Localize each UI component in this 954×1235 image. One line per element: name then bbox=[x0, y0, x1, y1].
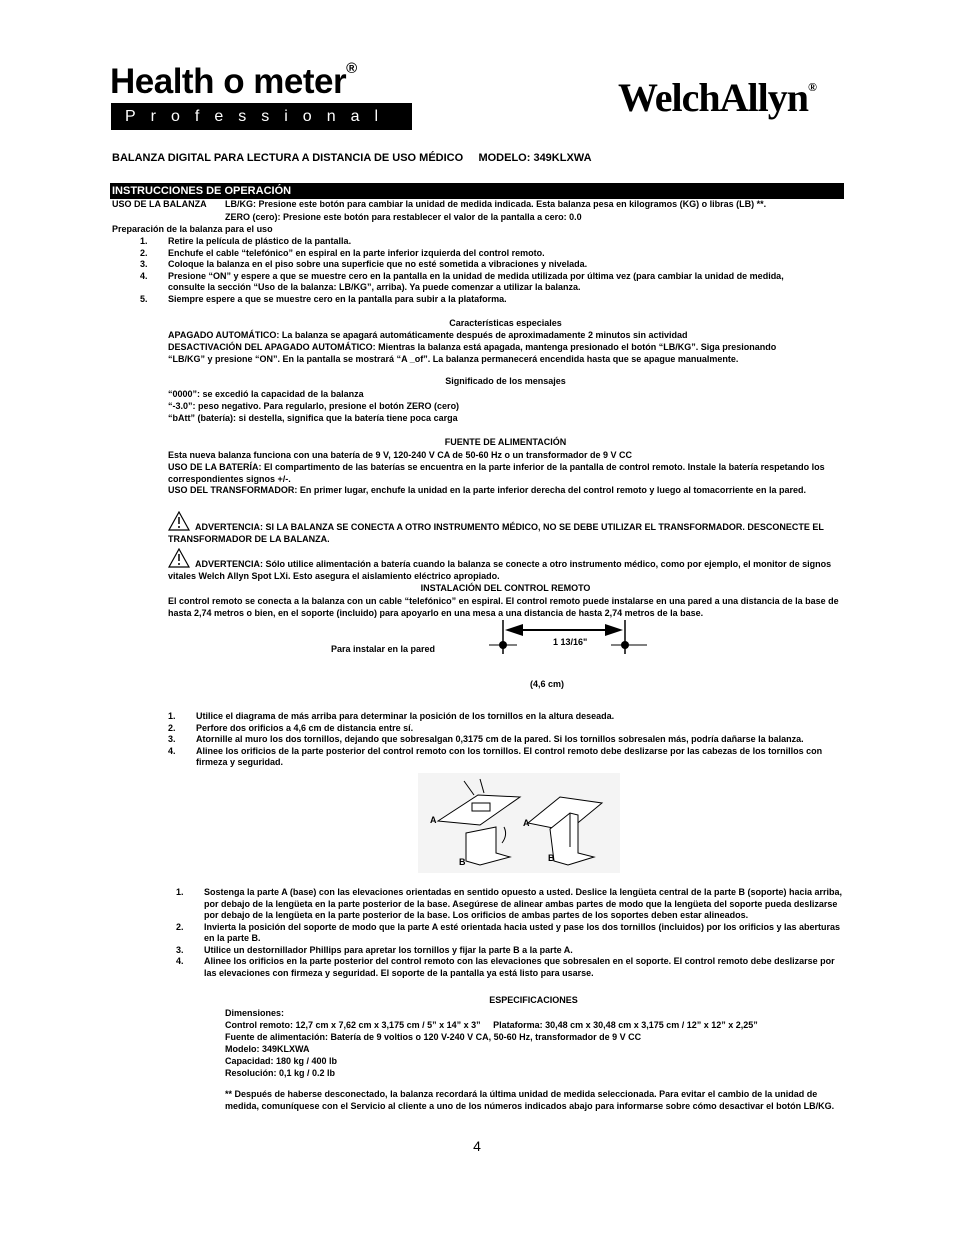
especiales-l1: APAGADO AUTOMÁTICO: La balanza se apagará automáticamente después de aproximadamente 2 minutos sin actividad bbox=[168, 330, 688, 340]
wall-label: Para instalar en la pared bbox=[331, 644, 436, 654]
dimension-cm: (4,6 cm) bbox=[530, 679, 565, 689]
mensajes-l3: “bAtt” (batería): si destella, significa que la batería tiene poca carga bbox=[168, 413, 458, 423]
prep-title: Preparación de la balanza para el uso bbox=[112, 224, 273, 234]
part-b-label: B bbox=[548, 853, 555, 863]
registered-mark: ® bbox=[808, 80, 816, 94]
especiales-title: Características especiales bbox=[449, 318, 562, 328]
fuente-title: FUENTE DE ALIMENTACIÓN bbox=[444, 437, 567, 447]
stand-assembly-illustration bbox=[418, 773, 620, 873]
specs-l4: Capacidad: 180 kg / 400 lb bbox=[225, 1056, 338, 1066]
instalacion-text: El control remoto se conecta a la balanza con un cable “telefónico” en espiral. El control remoto puede instalarse en una pared a una distancia de la base de hasta 2,74 metros o bien, en el soporte (incluido) para apoyarlo en una mesa a una distancia de hasta 2,74 metros de la base. bbox=[168, 596, 839, 618]
list-item: 2. Invierta la posición del soporte de modo que la parte A esté orientada hacia usted y pase los dos tornillos (incluidos) por los orificios y las aberturas en la parte B. bbox=[176, 921, 840, 943]
uso-lbkg: LB/KG: Presione este botón para cambiar la unidad de medida indicada. Esta balanza pesa en kilogramos (KG) o libras (LB) **. bbox=[225, 199, 767, 209]
list-item: 4. Presione “ON” y espere a que se muestre cero en la pantalla en la unidad de medida utilizada por última vez (para cambiar la unidad de medida, consulte la sección “Uso de la balanza: LB/KG”, arriba). Ya puede comenzar a utilizar la balanza. bbox=[140, 270, 784, 292]
warning-1: ADVERTENCIA: SI LA BALANZA SE CONECTA A OTRO INSTRUMENTO MÉDICO, NO SE DEBE UTILIZAR EL TRANSFORMADOR. DESCONECTE EL TRANSFORMADOR DE LA BALANZA. bbox=[168, 522, 824, 544]
dimension-label: 1 13/16" bbox=[553, 637, 588, 647]
list-item: 3. Coloque la balanza en el piso sobre una superficie que no esté sometida a vibraciones y nivelada. bbox=[140, 259, 588, 269]
specs-title: ESPECIFICACIONES bbox=[489, 995, 578, 1005]
specs-l5: Resolución: 0,1 kg / 0.2 lb bbox=[225, 1068, 336, 1078]
mensajes-title: Significado de los mensajes bbox=[445, 376, 566, 386]
install-steps bbox=[168, 711, 836, 769]
document-heading: BALANZA DIGITAL PARA LECTURA A DISTANCIA DE USO MÉDICO MODELO: 349KLXWA bbox=[112, 152, 592, 164]
mensajes-l2: “-3.0”: peso negativo. Para regularlo, presione el botón ZERO (cero) bbox=[168, 401, 460, 411]
specs-note: ** Después de haberse desconectado, la balanza recordará la última unidad de medida seleccionada. Para evitar el cambio de la unidad de medida, comuníquese con el Servicio al cliente a uno de los números indicados abajo para informarse sobre cómo desactivar el botón LB/KG. bbox=[225, 1089, 835, 1111]
health-o-meter-logo bbox=[110, 62, 357, 102]
list-item: 1. Sostenga la parte A (base) con las elevaciones orientadas en sentido opuesto a usted. Deslice la lengüeta central de la parte B (soporte) hacia arriba, por debajo de la lengüeta en la parte posterior de la base. Asegúrese de alinear ambas partes de modo que la lengüeta del soporte pueda deslizarse por debajo de la lengüeta en la parte posterior de la base. Los orificios de ambas partes de los soportes deben estar alineados. bbox=[176, 887, 843, 920]
section-title: INSTRUCCIONES DE OPERACIÓN bbox=[110, 183, 844, 199]
list-item: 1. Retire la película de plástico de la pantalla. bbox=[140, 236, 352, 246]
part-a-label: A bbox=[430, 815, 437, 825]
specs-dimensions: Dimensiones: bbox=[225, 1008, 285, 1018]
warning-2: ADVERTENCIA: Sólo utilice alimentación a batería cuando la balanza se conecte a otro instrumento médico, como por ejemplo, el monitor de signos vitales Welch Allyn Spot LXi. Esto asegura el aislamiento eléctrico apropiado. bbox=[168, 559, 832, 581]
logo-text: Health o meter bbox=[110, 62, 347, 101]
fuente-l1: Esta nueva balanza funciona con una batería de 9 V, 120-240 V CA de 50-60 Hz o un transformador de 9 V CC bbox=[168, 450, 632, 460]
page-number: 4 bbox=[473, 1138, 481, 1154]
stand-steps bbox=[176, 887, 844, 979]
fuente-l2: USO DE LA BATERÍA: El compartimento de las baterías se encuentra en la parte inferior de la pantalla de control remoto. Instale la batería respetando los correspondientes signos +/-. bbox=[168, 462, 825, 484]
logo-text: WelchAllyn bbox=[618, 75, 809, 120]
mensajes-l1: “0000”: se excedió la capacidad de la balanza bbox=[168, 389, 364, 399]
registered-mark: ® bbox=[346, 60, 357, 77]
list-item: 3. Utilice un destornillador Phillips para apretar los tornillos y fijar la parte B a la parte A. bbox=[176, 944, 573, 955]
especiales-l2: DESACTIVACIÓN DEL APAGADO AUTOMÁTICO: Mientras la balanza está apagada, mantenga presionado el botón “LB/KG”. Siga presionando “LB/KG” y presione “ON”. En la pantalla se mostrará “A _of”. La balanza permanecerá encendida hasta que se apague manualmente. bbox=[168, 342, 777, 364]
list-item: 4. Alinee los orificios de la parte posterior del control remoto con los tornillos. El control remoto debe deslizarse por las cabezas de los tornillos con firmeza y seguridad. bbox=[168, 745, 823, 767]
uso-zero: ZERO (cero): Presione este botón para restablecer el valor de la pantalla a cero: 0.0 bbox=[225, 212, 582, 222]
part-a-label: A bbox=[523, 818, 530, 828]
list-item: 1. Utilice el diagrama de más arriba para determinar la posición de los tornillos en la altura deseada. bbox=[168, 711, 615, 721]
specs-l1: Control remoto: 12,7 cm x 7,62 cm x 3,175 cm / 5” x 14” x 3” Plataforma: 30,48 cm x 30,48 cm x 3,175 cm / 12” x 12” x 2,25” bbox=[225, 1020, 758, 1030]
fuente-l3: USO DEL TRANSFORMADOR: En primer lugar, enchufe la unidad en la parte inferior derecha del control remoto y luego al tomacorriente en la pared. bbox=[168, 485, 806, 495]
specs-l3: Modelo: 349KLXWA bbox=[225, 1044, 310, 1054]
specs-l2: Fuente de alimentación: Batería de 9 voltios o 120 V-240 V CA, 50-60 Hz, transformador de 9 V CC bbox=[225, 1032, 642, 1042]
list-item: 2. Perfore dos orificios a 4,6 cm de distancia entre sí. bbox=[168, 722, 414, 733]
part-b-label: B bbox=[459, 857, 466, 867]
list-item: 2. Enchufe el cable “telefónico” en espiral en la parte inferior izquierda del control remoto. bbox=[140, 247, 545, 258]
list-item: 4. Alinee los orificios en la parte posterior del control remoto con las elevaciones que sobresalen en el soporte. El control remoto debe deslizarse por las elevaciones con firmeza y seguridad. El soporte de la pantalla ya está listo para usarse. bbox=[176, 956, 835, 978]
instalacion-title: INSTALACIÓN DEL CONTROL REMOTO bbox=[420, 583, 591, 593]
list-item: 3. Atornille al muro los dos tornillos, dejando que sobresalgan 0,3175 cm de la pared. Si los tornillos sobresalen más, podría dañarse la balanza. bbox=[168, 734, 804, 744]
list-item: 5. Siempre espere a que se muestre cero en la pantalla para subir a la plataforma. bbox=[140, 293, 507, 304]
welch-allyn-logo bbox=[618, 74, 816, 121]
prep-list bbox=[140, 236, 813, 305]
uso-label: USO DE LA BALANZA bbox=[112, 199, 207, 209]
professional-bar: Professional bbox=[111, 103, 412, 130]
